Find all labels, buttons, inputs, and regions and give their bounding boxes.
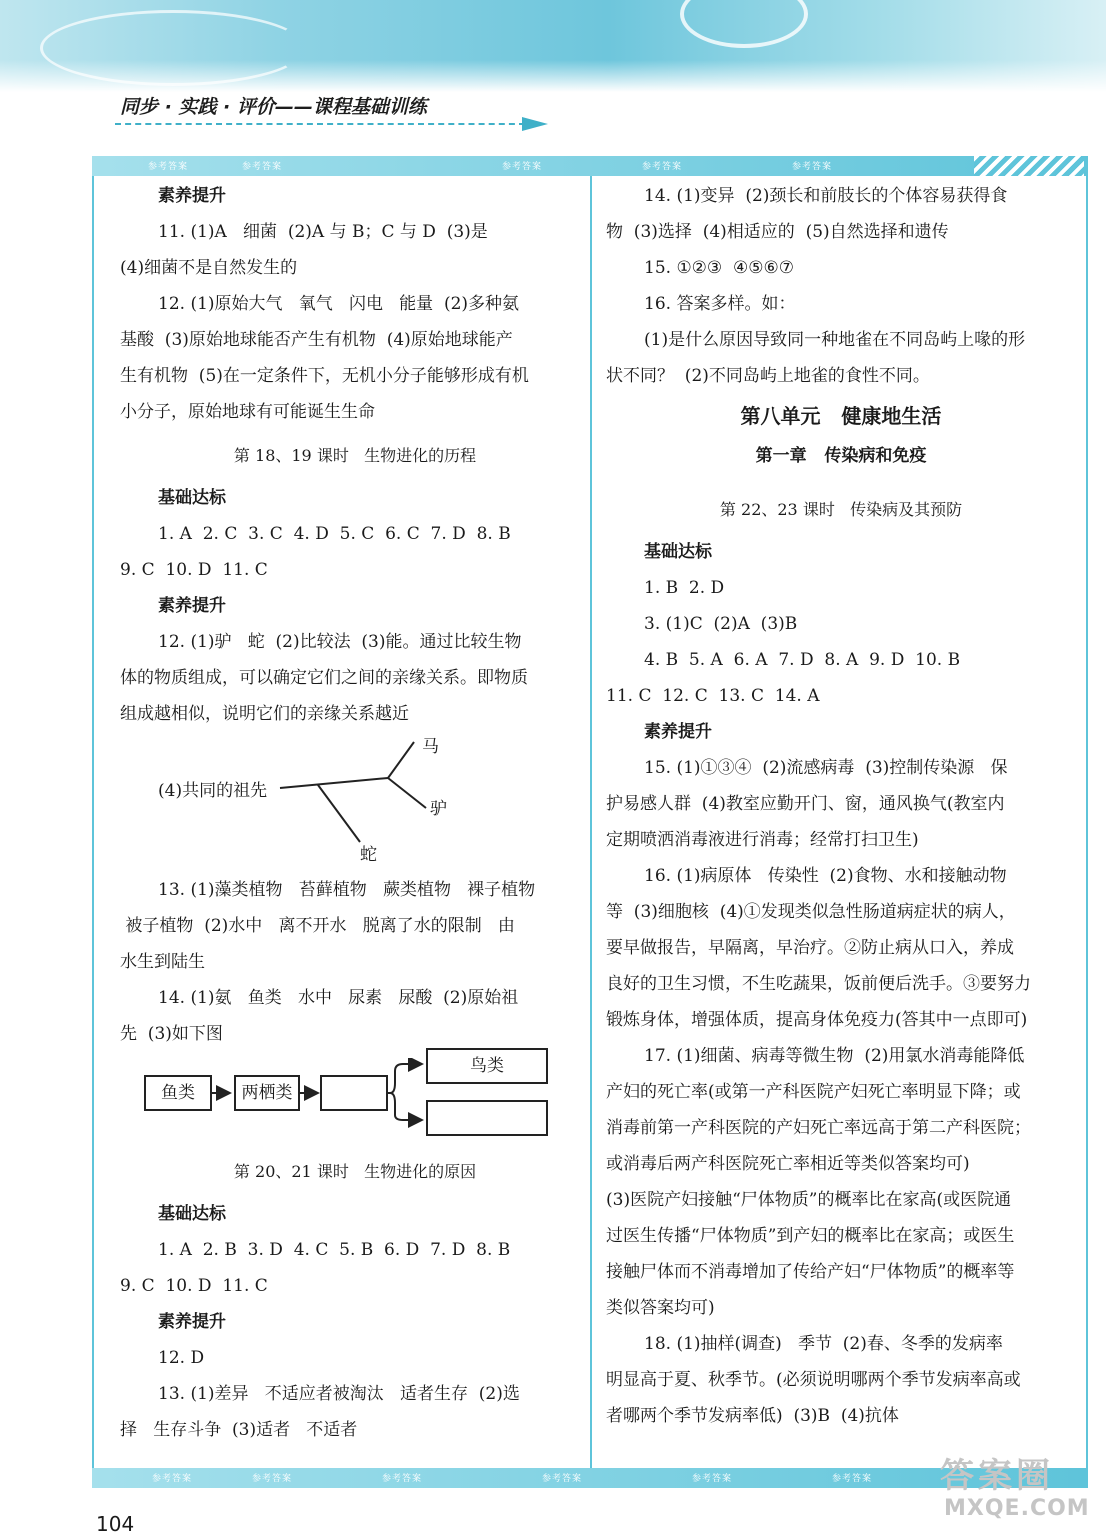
band-tag: 参考答案 — [832, 1474, 873, 1484]
answer-line: 物 (3)选择 (4)相适应的 (5)自然选择和遗传 — [606, 222, 949, 242]
section-heading: 素养提升 — [158, 596, 226, 616]
answer-line: 13. (1)藻类植物 苔藓植物 蕨类植物 裸子植物 — [158, 880, 536, 900]
arrow-icon — [522, 117, 548, 131]
answer-line: 被子植物 (2)水中 离不开水 脱离了水的限制 由 — [120, 916, 515, 936]
decorative-swirl — [680, 0, 808, 48]
answer-line: 12. (1)驴 蛇 (2)比较法 (3)能。通过比较生物 — [158, 632, 522, 652]
lesson-title: 第 22、23 课时 传染病及其预防 — [719, 500, 963, 519]
section-heading: 素养提升 — [158, 1312, 226, 1332]
page-number: 104 — [96, 1512, 135, 1536]
answer-line: 4. B 5. A 6. A 7. D 8. A 9. D 10. B — [644, 650, 961, 670]
section-heading: 基础达标 — [158, 1204, 226, 1224]
banner-fade — [0, 60, 1106, 92]
answer-line: 状不同？ (2)不同岛屿上地雀的食性不同。 — [606, 366, 930, 386]
answer-line: 11. (1)A 细菌 (2)A 与 B；C 与 D (3)是 — [158, 222, 488, 242]
tree-root-label: (4)共同的祖先 — [158, 781, 268, 801]
answer-line: (1)是什么原因导致同一种地雀在不同岛屿上喙的形 — [644, 330, 1026, 350]
answer-line: 或消毒后两产科医院死亡率相近等类似答案均可) — [606, 1154, 970, 1174]
tree-leaf-snake: 蛇 — [360, 845, 377, 865]
answer-line: 定期喷洒消毒液进行消毒；经常打扫卫生) — [606, 830, 919, 850]
answer-line: 择 生存斗争 (3)适者 不适者 — [120, 1420, 358, 1440]
evolution-flow-diagram — [120, 1058, 590, 1150]
series-title: 同步 · 实践 · 评价——课程基础训练 — [120, 96, 427, 118]
answer-line: 者哪两个季节发病率低) (3)B (4)抗体 — [606, 1406, 899, 1426]
band-tag: 参考答案 — [152, 1474, 193, 1484]
answer-line: 15. ①②③ ④⑤⑥⑦ — [644, 258, 794, 278]
answer-line: 小分子，原始地球有可能诞生生命 — [120, 402, 375, 422]
answer-line: 护易感人群 (4)教室应勤开门、窗，通风换气(教室内 — [606, 794, 1005, 814]
answer-line: 13. (1)差异 不适应者被淘汰 适者生存 (2)选 — [158, 1384, 520, 1404]
tree-leaf-horse: 马 — [422, 737, 439, 757]
answer-line: 过医生传播“尸体物质”到产妇的概率比在家高；或医生 — [606, 1226, 1015, 1246]
band-tag: 参考答案 — [382, 1474, 423, 1484]
answer-line: 体的物质组成，可以确定它们之间的亲缘关系。即物质 — [120, 668, 528, 688]
answer-line: 9. C 10. D 11. C — [120, 1276, 268, 1296]
answer-line: 锻炼身体，增强体质，提高身体免疫力(答其中一点即可) — [606, 1010, 1028, 1030]
answer-line: 明显高于夏、秋季节。(必须说明哪两个季节发病率高或 — [606, 1370, 1021, 1390]
answer-line: 组成越相似，说明它们的亲缘关系越近 — [120, 704, 409, 724]
answer-line: 良好的卫生习惯，不生吃蔬果，饭前便后洗手。③要努力 — [606, 974, 1031, 994]
answer-line: 类似答案均可) — [606, 1298, 715, 1318]
answer-line: 等 (3)细胞核 (4)①发现类似急性肠道病症状的病人， — [606, 902, 1016, 922]
answer-line: 9. C 10. D 11. C — [120, 560, 268, 580]
band-tag: 参考答案 — [692, 1474, 733, 1484]
ancestor-tree-diagram — [120, 732, 590, 872]
answer-line: 接触尸体而不消毒增加了传给产妇“尸体物质”的概率等 — [606, 1262, 1015, 1282]
tree-leaf-donkey: 驴 — [430, 799, 447, 819]
flow-box-fish: 鱼类 — [144, 1075, 212, 1111]
answer-line: (3)医院产妇接触“尸体物质”的概率比在家高(或医院通 — [606, 1190, 1012, 1210]
flow-box-amphibian: 两栖类 — [234, 1075, 300, 1111]
watermark-logo — [930, 1446, 1090, 1530]
answer-line: 先 (3)如下图 — [120, 1024, 223, 1044]
section-heading: 素养提升 — [644, 722, 712, 742]
header-banner — [0, 0, 1106, 92]
answer-line: 12. D — [158, 1348, 205, 1368]
answer-line: 15. (1)①③④ (2)流感病毒 (3)控制传染源 保 — [644, 758, 1008, 778]
title-underline — [115, 123, 525, 125]
column-divider — [590, 176, 592, 1468]
frame-top-band — [92, 156, 1088, 176]
answer-line: 16. 答案多样。如： — [644, 294, 796, 314]
flow-box-blank — [426, 1100, 548, 1136]
lesson-title: 第 18、19 课时 生物进化的历程 — [233, 446, 477, 465]
answer-line: 水生到陆生 — [120, 952, 205, 972]
watermark-text: 答案圈 — [940, 1456, 1054, 1496]
unit-title: 第八单元 健康地生活 — [740, 404, 942, 428]
section-heading: 素养提升 — [158, 186, 226, 206]
answer-line: 12. (1)原始大气 氧气 闪电 能量 (2)多种氨 — [158, 294, 520, 314]
answer-line: 产妇的死亡率(或第一产科医院产妇死亡率明显下降；或 — [606, 1082, 1021, 1102]
tree-lines — [120, 732, 590, 872]
chapter-title: 第一章 传染病和免疫 — [755, 446, 927, 466]
answer-line: 1. B 2. D — [644, 578, 725, 598]
right-column — [606, 178, 1076, 1434]
band-tag: 参考答案 — [242, 162, 283, 172]
answer-line: 1. A 2. B 3. D 4. C 5. B 6. D 7. D 8. B — [158, 1240, 511, 1260]
answer-line: 基酸 (3)原始地球能否产生有机物 (4)原始地球能产 — [120, 330, 513, 350]
answer-line: (4)细菌不是自然发生的 — [120, 258, 298, 278]
band-tag: 参考答案 — [542, 1474, 583, 1484]
answer-line: 1. A 2. C 3. C 4. D 5. C 6. C 7. D 8. B — [158, 524, 511, 544]
answer-line: 生有机物 (5)在一定条件下，无机小分子能够形成有机 — [120, 366, 529, 386]
answer-line: 14. (1)变异 (2)颈长和前肢长的个体容易获得食 — [644, 186, 1008, 206]
section-heading: 基础达标 — [158, 488, 226, 508]
answer-line: 17. (1)细菌、病毒等微生物 (2)用氯水消毒能降低 — [644, 1046, 1025, 1066]
flow-box-bird: 鸟类 — [426, 1048, 548, 1084]
answer-line: 消毒前第一产科医院的产妇死亡率远高于第二产科医院； — [606, 1118, 1031, 1138]
band-tag: 参考答案 — [252, 1474, 293, 1484]
band-tag: 参考答案 — [502, 162, 543, 172]
left-column — [120, 178, 590, 1448]
watermark-url: MXQE.COM — [944, 1496, 1090, 1521]
answer-line: 16. (1)病原体 传染性 (2)食物、水和接触动物 — [644, 866, 1007, 886]
answer-line: 3. (1)C (2)A (3)B — [644, 614, 798, 634]
answer-line: 18. (1)抽样(调查) 季节 (2)春、冬季的发病率 — [644, 1334, 1003, 1354]
band-tag: 参考答案 — [642, 162, 683, 172]
answer-line: 11. C 12. C 13. C 14. A — [606, 686, 820, 706]
answer-line: 14. (1)氨 鱼类 水中 尿素 尿酸 (2)原始祖 — [158, 988, 519, 1008]
band-tag: 参考答案 — [792, 162, 833, 172]
answer-line: 要早做报告，早隔离，早治疗。②防止病从口入，养成 — [606, 938, 1014, 958]
section-heading: 基础达标 — [644, 542, 712, 562]
flow-box-blank — [320, 1075, 388, 1111]
band-tag: 参考答案 — [148, 162, 189, 172]
lesson-title: 第 20、21 课时 生物进化的原因 — [233, 1162, 477, 1181]
hatch-pattern — [974, 156, 1084, 176]
